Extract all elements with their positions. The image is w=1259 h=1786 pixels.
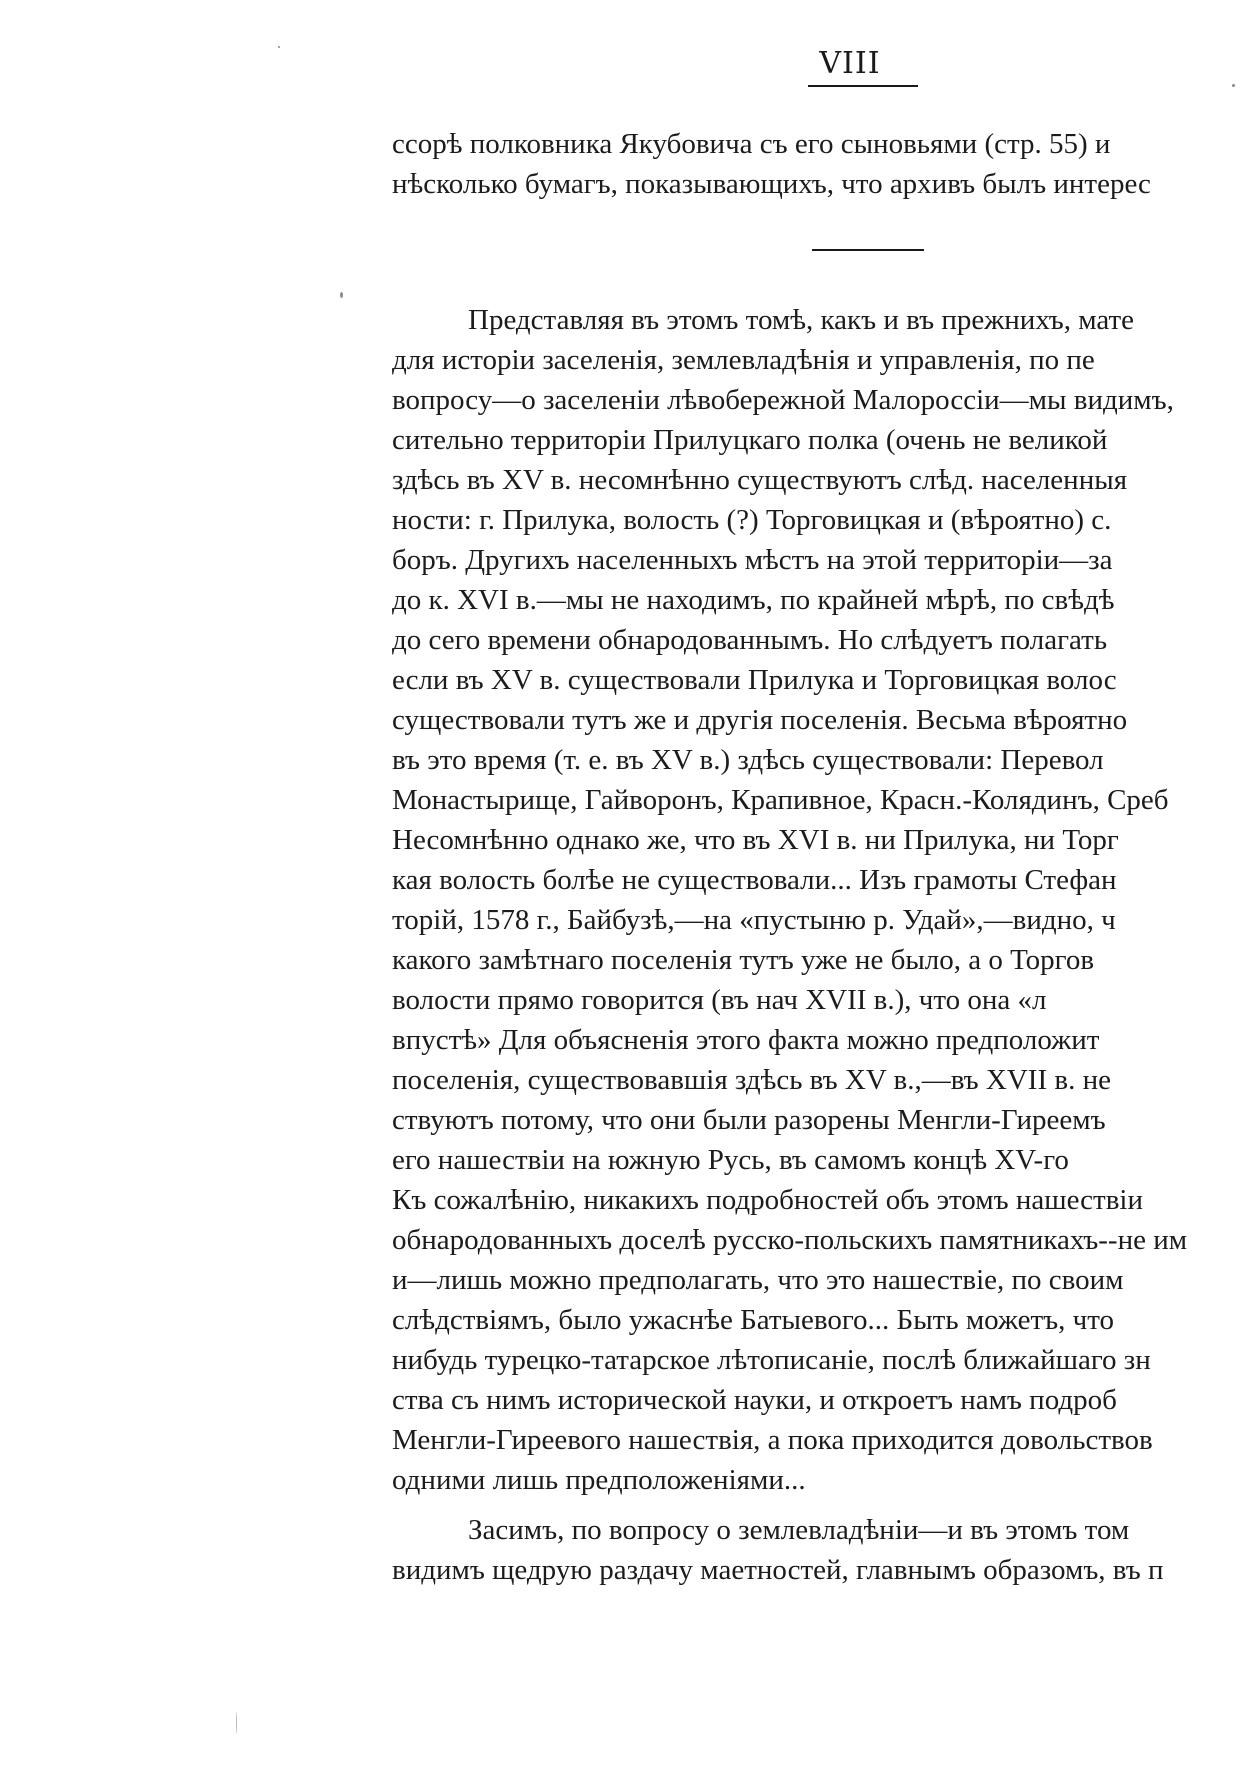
- body-line: слѣдствіямъ, было ужаснѣе Батыевого... Быть можетъ, что: [392, 1304, 1115, 1336]
- body-line: обнародованныхъ доселѣ русско-польскихъ памятникахъ--не им: [392, 1224, 1188, 1256]
- page-number: VIII: [819, 46, 881, 81]
- body-line: его нашествіи на южную Русь, въ самомъ концѣ XV-го: [392, 1144, 1069, 1176]
- body-line: Монастырище, Гайворонъ, Крапивное, Красн.-Колядинъ, Среб: [392, 784, 1169, 816]
- body-line: боръ. Другихъ населенныхъ мѣстъ на этой территоріи—за: [392, 544, 1113, 576]
- body-line: если въ XV в. существовали Прилука и Торговицкая волос: [392, 664, 1117, 696]
- scan-speck: [278, 46, 280, 48]
- scan-speck: [340, 292, 343, 298]
- section-divider: [812, 249, 924, 251]
- body-line: до к. XVI в.—мы не находимъ, по крайней мѣрѣ, по свѣдѣ: [392, 584, 1115, 616]
- body-line: и—лишь можно предполагать, что это нашествіе, по своим: [392, 1264, 1124, 1296]
- body-line: Менгли-Гиреевого нашествія, а пока приходится довольствов: [392, 1424, 1153, 1456]
- body-line: ности: г. Прилука, волость (?) Торговицкая и (вѣроятно) с.: [392, 504, 1112, 536]
- body-line: волости прямо говорится (въ нач XVII в.), что она «л: [392, 984, 1047, 1016]
- body-line: для исторіи заселенія, землевладѣнія и управленія, по пе: [392, 344, 1095, 376]
- body-line: Представляя въ этомъ томѣ, какъ и въ прежнихъ, мате: [468, 304, 1135, 336]
- intro-line: ссорѣ полковника Якубовича съ его сыновьями (стр. 55) и: [392, 128, 1111, 160]
- body-line: вопросу—о заселеніи лѣвобережной Малороссіи—мы видимъ,: [392, 384, 1174, 416]
- tail-line: видимъ щедрую раздачу маетностей, главнымъ образомъ, въ п: [392, 1554, 1164, 1586]
- body-line: поселенія, существовавшія здѣсь въ XV в.,—въ XVII в. не: [392, 1064, 1111, 1096]
- body-line: ствуютъ потому, что они были разорены Менгли-Гиреемъ: [392, 1104, 1106, 1136]
- header-rule: [808, 85, 918, 87]
- body-line: какого замѣтнаго поселенія тутъ уже не было, а о Торгов: [392, 944, 1095, 976]
- intro-line: нѣсколько бумагъ, показывающихъ, что архивъ былъ интерес: [392, 168, 1151, 200]
- scan-speck: [236, 1712, 237, 1734]
- body-line: до сего времени обнародованнымъ. Но слѣдуетъ полагать: [392, 624, 1108, 656]
- tail-line: Засимъ, по вопросу о землевладѣніи—и въ этомъ том: [468, 1514, 1130, 1546]
- body-line: Къ сожалѣнію, никакихъ подробностей объ этомъ нашествіи: [392, 1184, 1143, 1216]
- body-line: въ это время (т. е. въ XV в.) здѣсь существовали: Перевол: [392, 744, 1104, 776]
- body-line: одними лишь предположеніями...: [392, 1464, 806, 1496]
- body-line: нибудь турецко-татарское лѣтописаніе, послѣ ближайшаго зн: [392, 1344, 1151, 1376]
- body-line: ства съ нимъ исторической науки, и откроетъ намъ подроб: [392, 1384, 1117, 1416]
- body-line: существовали тутъ же и другія поселенія. Весьма вѣроятно: [392, 704, 1128, 736]
- body-line: кая волость болѣе не существовали... Изъ грамоты Стефан: [392, 864, 1117, 896]
- scan-speck: [1232, 84, 1235, 87]
- body-line: Несомнѣнно однако же, что въ XVI в. ни Прилука, ни Торг: [392, 824, 1119, 856]
- body-line: впустѣ» Для объясненія этого факта можно предположит: [392, 1024, 1100, 1056]
- body-line: торій, 1578 г., Байбузѣ,—на «пустыню р. Удай»,—видно, ч: [392, 904, 1116, 936]
- body-line: сительно территоріи Прилуцкаго полка (очень не великой: [392, 424, 1108, 456]
- body-line: здѣсь въ XV в. несомнѣнно существуютъ слѣд. населенныя: [392, 464, 1128, 496]
